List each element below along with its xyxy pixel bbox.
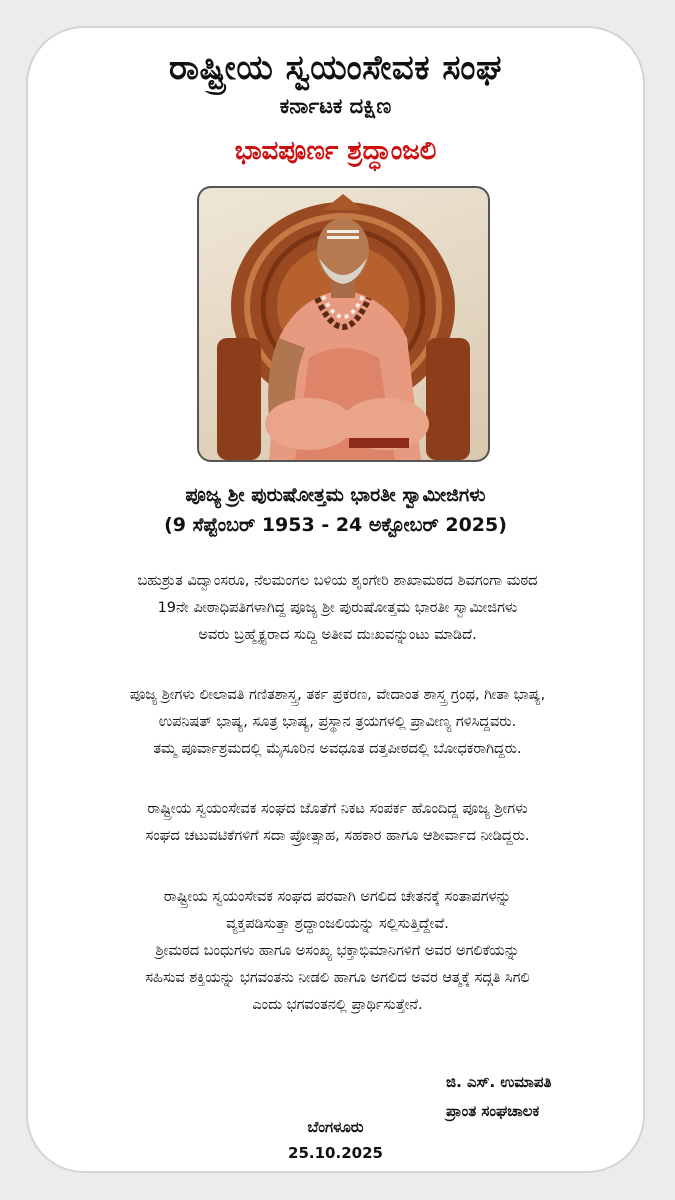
signer-role: ಪ್ರಾಂತ ಸಂಘಚಾಲಕ <box>446 1102 540 1120</box>
signer-name: ಜಿ. ಎಸ್. ಉಮಾಪತಿ <box>446 1073 552 1091</box>
tribute-paragraph-4 <box>42 884 633 1019</box>
paragraph-line: ಅವರು ಬ್ರಹ್ಮೈಕ್ಯರಾದ ಸುದ್ದಿ ಅತೀವ ದುಃಖವನ್ನುಂಟು ಮಾಡಿದೆ. <box>198 627 477 643</box>
paragraph-line: ತಮ್ಮ ಪೂರ್ವಾಶ್ರಮದಲ್ಲಿ ಮೈಸೂರಿನ ಅವಧೂತ ದತ್ತಪೀಠದಲ್ಲಿ ಬೋಧಕರಾಗಿದ್ದರು. <box>153 741 522 757</box>
life-dates: (9 ಸೆಪ್ಟೆಂಬರ್ 1953 - 24 ಅಕ್ಟೋಬರ್ 2025) <box>164 514 507 536</box>
paragraph-line: ರಾಷ್ಟ್ರೀಯ ಸ್ವಯಂಸೇವಕ ಸಂಘದ ಜೊತೆಗೆ ನಿಕಟ ಸಂಪರ್ಕ ಹೊಂದಿದ್ದ ಪೂಜ್ಯ ಶ್ರೀಗಳು <box>147 801 528 817</box>
swami-name: ಪೂಜ್ಯ ಶ್ರೀ ಪುರುಷೋತ್ತಮ ಭಾರತೀ ಸ್ವಾಮೀಜಿಗಳು <box>185 484 486 506</box>
issue-date: 25.10.2025 <box>288 1144 383 1162</box>
paragraph-line: 19ನೇ ಪೀಠಾಧಿಪತಿಗಳಾಗಿದ್ದ ಪೂಜ್ಯ ಶ್ರೀ ಪುರುಷೋತ್ತಮ ಭಾರತೀ ಸ್ವಾಮೀಜಿಗಳು <box>157 600 518 616</box>
paragraph-line: ಸಂಘದ ಚಟುವಟಿಕೆಗಳಿಗೆ ಸದಾ ಪ್ರೋತ್ಸಾಹ, ಸಹಕಾರ ಹಾಗೂ ಆಶೀರ್ವಾದ ನೀಡಿದ್ದರು. <box>145 828 530 844</box>
paragraph-line: ಬಹುಶ್ರುತ ವಿದ್ವಾಂಸರೂ, ನೆಲಮಂಗಲ ಬಳಿಯ ಶೃಂಗೇರಿ ಶಾಖಾಮಠದ ಶಿವಗಂಗಾ ಮಠದ <box>137 573 538 589</box>
tribute-paragraph-3 <box>42 796 633 850</box>
paragraph-line: ರಾಷ್ಟ್ರೀಯ ಸ್ವಯಂಸೇವಕ ಸಂಘದ ಪರವಾಗಿ ಅಗಲಿದ ಚೇತನಕ್ಕೆ ಸಂತಾಪಗಳನ್ನು <box>163 889 512 905</box>
region-subtitle: ಕರ್ನಾಟಕ ದಕ್ಷಿಣ <box>279 94 392 118</box>
organization-title: ರಾಷ್ಟ್ರೀಯ ಸ್ವಯಂಸೇವಕ ಸಂಘ <box>168 48 503 88</box>
tribute-paragraph-2 <box>42 682 633 763</box>
swami-portrait-photo <box>197 186 490 462</box>
tribute-heading: ಭಾವಪೂರ್ಣ ಶ್ರದ್ಧಾಂಜಲಿ <box>234 136 437 166</box>
paragraph-line: ವ್ಯಕ್ತಪಡಿಸುತ್ತಾ ಶ್ರದ್ಧಾಂಜಲಿಯನ್ನು ಸಲ್ಲಿಸುತ್ತಿದ್ದೇವೆ. <box>226 916 449 932</box>
paragraph-line: ಪೂಜ್ಯ ಶ್ರೀಗಳು ಲೀಲಾವತಿ ಗಣಿತಶಾಸ್ತ್ರ, ತರ್ಕ ಪ್ರಕರಣ, ವೇದಾಂತ ಶಾಸ್ತ್ರ ಗ್ರಂಥ, ಗೀತಾ ಭಾಷ್ಯ, <box>129 687 546 703</box>
place-name: ಬೆಂಗಳೂರು <box>307 1118 364 1136</box>
paragraph-line: ಶ್ರೀಮಠದ ಬಂಧುಗಳು ಹಾಗೂ ಅಸಂಖ್ಯ ಭಕ್ತಾಭಿಮಾನಿಗಳಿಗೆ ಅವರ ಅಗಲಿಕೆಯನ್ನು <box>155 943 520 959</box>
tribute-card <box>26 26 645 1173</box>
paragraph-line: ಸಹಿಸುವ ಶಕ್ತಿಯನ್ನು ಭಗವಂತನು ನೀಡಲಿ ಹಾಗೂ ಅಗಲಿದ ಅವರ ಆತ್ಮಕ್ಕೆ ಸದ್ಗತಿ ಸಿಗಲಿ <box>145 970 530 986</box>
tribute-paragraph-1 <box>42 568 633 649</box>
paragraph-line: ಎಂದು ಭಗವಂತನಲ್ಲಿ ಪ್ರಾರ್ಥಿಸುತ್ತೇನೆ. <box>252 997 423 1013</box>
paragraph-line: ಉಪನಿಷತ್ ಭಾಷ್ಯ, ಸೂತ್ರ ಭಾಷ್ಯ, ಪ್ರಸ್ಥಾನ ತ್ರಯಗಳಲ್ಲಿ ಪ್ರಾವೀಣ್ಯ ಗಳಿಸಿದ್ದವರು. <box>158 714 517 730</box>
